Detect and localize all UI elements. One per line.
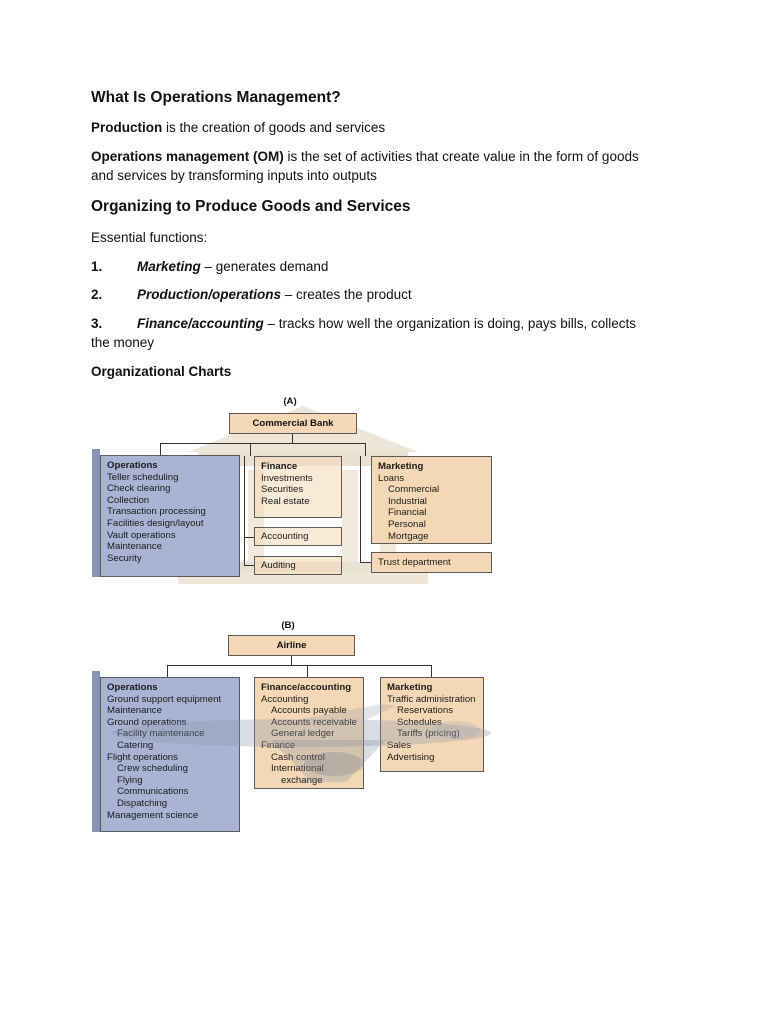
box-item: Securities (261, 484, 304, 496)
box-item: Real estate (261, 495, 310, 507)
org-charts-title: Organizational Charts (91, 364, 232, 379)
box-item: Facility maintenance (117, 728, 205, 740)
list-number: 1. (91, 259, 103, 274)
box-item: Dispatching (117, 797, 168, 809)
box-item: Finance (261, 739, 296, 751)
box-item: Crew scheduling (117, 763, 188, 775)
box-item: Flying (117, 774, 143, 786)
airline-marketing-box (380, 677, 484, 772)
box-item: Personal (388, 518, 426, 530)
box-item: Reservations (397, 705, 453, 717)
box-item: Cash control (271, 751, 325, 763)
box-item: Financial (388, 507, 427, 519)
box-title: Operations (107, 682, 158, 693)
box-item: Ground support equipment (107, 693, 222, 705)
box-item: Accounting (261, 531, 309, 542)
bank-operations-box (100, 455, 240, 577)
bank-finance-box (254, 456, 342, 518)
chart-b-caption: (B) (281, 620, 295, 631)
section-heading: Organizing to Produce Goods and Services (91, 198, 411, 215)
list-item (91, 285, 412, 304)
box-title: Operations (107, 460, 158, 471)
list-text: – generates demand (200, 259, 329, 274)
bank-trust-box (371, 552, 492, 573)
bank-marketing-box (371, 456, 492, 544)
box-item: Traffic administration (387, 693, 476, 705)
box-item: International (271, 763, 324, 775)
om-term: Operations management (OM) (91, 149, 284, 164)
box-item: exchange (281, 774, 323, 786)
box-item: Security (107, 552, 142, 564)
essential-functions: Essential functions: (91, 230, 208, 245)
box-item: Accounting (261, 693, 309, 705)
box-item: Sales (387, 739, 411, 751)
list-text-continued: the money (91, 335, 155, 350)
production-text: is the creation of goods and services (162, 120, 386, 135)
list-number: 3. (91, 316, 103, 331)
list-item (91, 257, 328, 276)
production-definition (91, 118, 385, 137)
list-label: Production/operations (137, 287, 282, 302)
box-item: Management science (107, 809, 199, 821)
box-item: Advertising (387, 751, 435, 763)
om-text-line2: and services by transforming inputs into outputs (91, 168, 377, 183)
box-item: General ledger (271, 728, 335, 740)
box-item: Communications (117, 786, 189, 798)
box-item: Maintenance (107, 705, 162, 717)
list-number: 2. (91, 287, 103, 302)
bank-auditing-box (254, 556, 342, 575)
box-item: Catering (117, 739, 154, 751)
box-item: Collection (107, 494, 150, 506)
box-title: Finance (261, 461, 298, 472)
box-item: Ground operations (107, 716, 187, 728)
box-item: Facilities design/layout (107, 517, 204, 529)
box-item: Loans (378, 472, 405, 484)
commercial-bank-box: Commercial Bank (229, 413, 357, 434)
airline-operations-box (100, 677, 240, 832)
box-item: Accounts payable (271, 705, 347, 717)
box-item: Auditing (261, 560, 296, 571)
box-item: Teller scheduling (107, 471, 179, 483)
box-item: Investments (261, 472, 313, 484)
box-item: Flight operations (107, 751, 178, 763)
box-item: Trust department (378, 557, 451, 568)
box-title: Marketing (387, 682, 433, 693)
page-title: What Is Operations Management? (91, 89, 341, 106)
chart-a-caption: (A) (283, 396, 297, 407)
box-item: Check clearing (107, 483, 171, 495)
list-text: – creates the product (281, 287, 412, 302)
box-item: Mortgage (388, 530, 429, 542)
box-item: Accounts receivable (271, 716, 357, 728)
om-definition (91, 147, 639, 185)
production-term: Production (91, 120, 163, 135)
list-label: Marketing (137, 259, 201, 274)
om-text-line1: is the set of activities that create value in the form of goods (283, 149, 639, 164)
airline-box: Airline (228, 635, 355, 656)
box-item: Vault operations (107, 529, 176, 541)
box-item: Commercial (388, 484, 440, 496)
box-item: Tariffs (pricing) (397, 728, 460, 740)
list-item (91, 314, 636, 352)
list-text: – tracks how well the organization is doing, pays bills, collects (263, 316, 636, 331)
box-title: Marketing (378, 461, 424, 472)
airline-finance-box (254, 677, 364, 789)
box-item: Industrial (388, 495, 427, 507)
box-item: Schedules (397, 716, 442, 728)
list-label: Finance/accounting (137, 316, 264, 331)
box-title: Finance/accounting (261, 682, 352, 693)
box-item: Maintenance (107, 541, 162, 553)
box-item: Transaction processing (107, 506, 206, 518)
bank-accounting-box (254, 527, 342, 546)
